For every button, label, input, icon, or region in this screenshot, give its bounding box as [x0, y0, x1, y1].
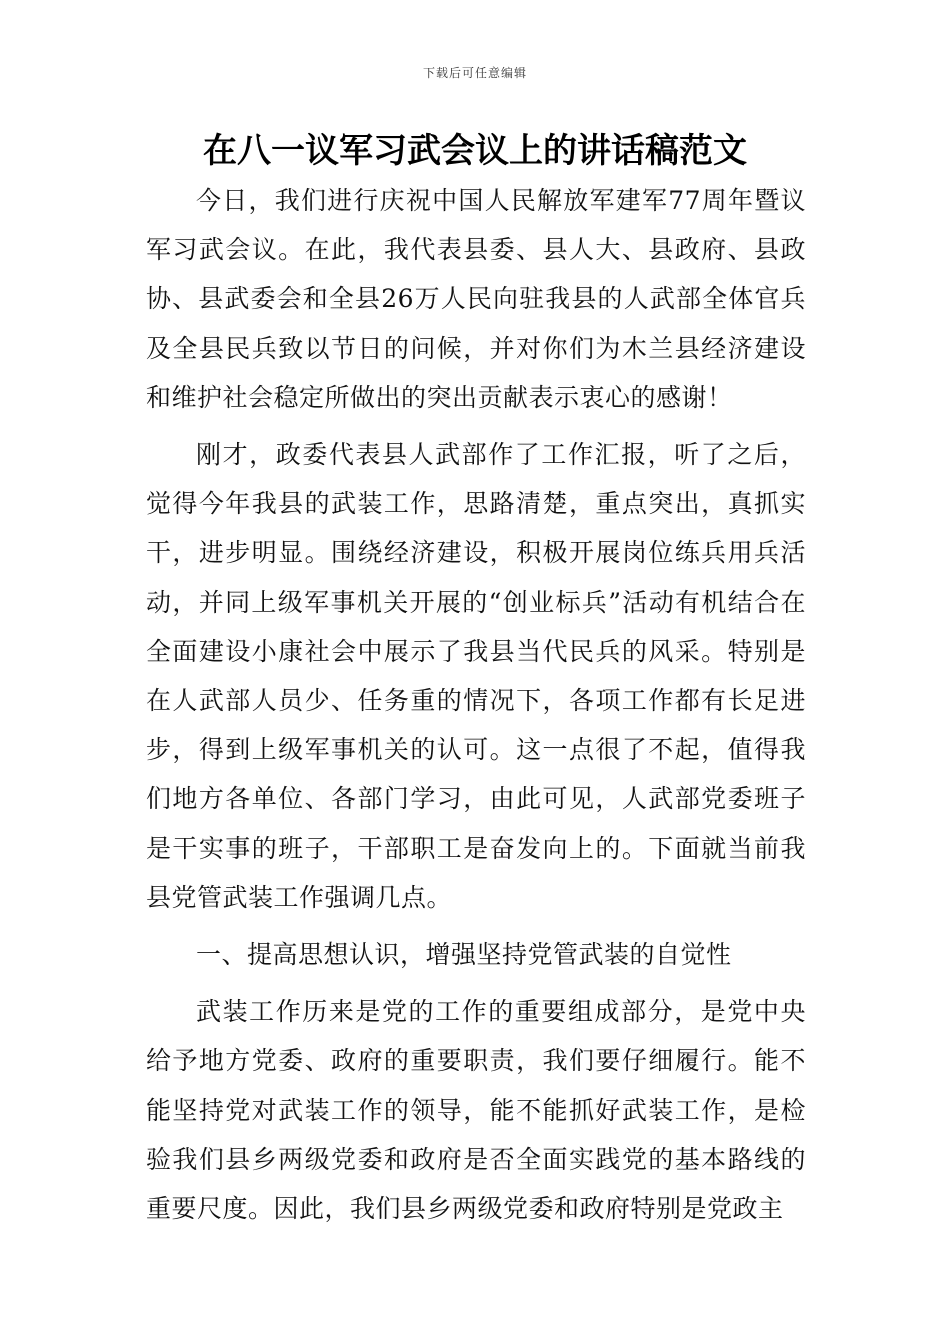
paragraph-section-1: 武装工作历来是党的工作的重要组成部分，是党中央给予地方党委、政府的重要职责，我们要仔细履行。能不能坚持党对武装工作的领导，能不能抓好武装工作，是检验我们县乡两级党委和政府是否全面实践党的基本路线的重要尺度。因此，我们县乡两级党委和政府特别是党政主 [146, 997, 806, 1224]
paragraph-report: 刚才，政委代表县人武部作了工作汇报，听了之后，觉得今年我县的武装工作，思路清楚，重点突出，真抓实干，进步明显。围绕经济建设，积极开展岗位练兵用兵活动，并同上级军事机关开展的“创业标兵”活动有机结合在全面建设小康社会中展示了我县当代民兵的风采。特别是在人武部人员少、任务重的情况下，各项工作都有长足进步，得到上级军事机关的认可。这一点很了不起，值得我们地方各单位、各部门学习，由此可见，人武部党委班子是干实事的班子，干部职工是奋发向上的。下面就当前我县党管武装工作强调几点。 [146, 440, 806, 912]
document-title: 在八一议军习武会议上的讲话稿范文 [203, 131, 747, 171]
document-body [146, 176, 806, 1233]
paragraph-opening: 今日，我们进行庆祝中国人民解放军建军77周年暨议军习武会议。在此，我代表县委、县人大、县政府、县政协、县武委会和全县26万人民向驻我县的人武部全体官兵及全县民兵致以节日的问候，并对你们为木兰县经济建设和维护社会稳定所做出的突出贡献表示衷心的感谢！ [146, 186, 806, 412]
header-note: 下载后可任意编辑 [422, 66, 527, 80]
section-heading-1: 一、提高思想认识，增强坚持党管武装的自觉性 [196, 940, 732, 970]
